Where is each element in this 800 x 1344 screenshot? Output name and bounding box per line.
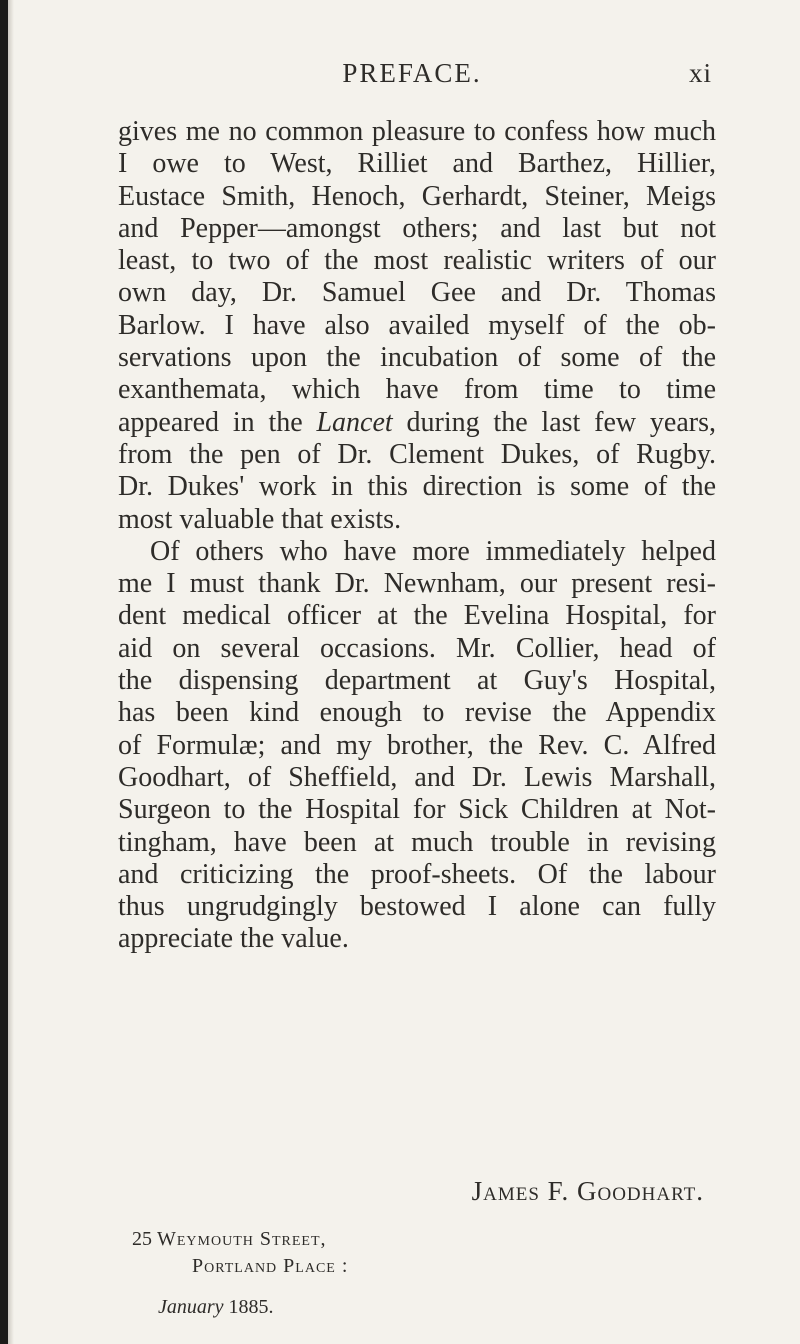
text-line: Eustace Smith, Henoch, Gerhardt, Steiner, Meigs (118, 180, 716, 212)
text-line: Goodhart, of Sheffield, and Dr. Lewis Marshall, (118, 761, 716, 793)
text-line: dent medical officer at the Evelina Hospital, for (118, 600, 716, 632)
text-line: Surgeon to the Hospital for Sick Children at Not- (118, 794, 716, 826)
text-line: appreciate the value. (118, 923, 349, 955)
text-line: aid on several occasions. Mr. Collier, head of (118, 632, 716, 664)
street-number: 25 (132, 1228, 152, 1250)
page-header (112, 58, 712, 98)
text-segment: during the last few years, (392, 406, 716, 438)
text-segment: appeared in the (118, 406, 317, 438)
text-line: has been kind enough to revise the Appendix (118, 697, 716, 729)
text-line: servations upon the incubation of some of the (118, 342, 716, 374)
page-number: xi (688, 58, 712, 88)
text-line: exanthemata, which have from time to time (118, 374, 716, 406)
text-line: and criticizing the proof-sheets. Of the labour (118, 858, 716, 890)
text-line: most valuable that exists. (118, 503, 402, 535)
address-line-place: Portland Place : (192, 1255, 349, 1277)
street-name: Weymouth Street, (157, 1228, 327, 1250)
author-address (132, 1226, 348, 1321)
preface-body (118, 116, 716, 956)
journal-title-italic: Lancet (316, 406, 393, 438)
text-line: from the pen of Dr. Clement Dukes, of Rugby. (118, 438, 716, 470)
text-line: tingham, have been at much trouble in revising (118, 826, 716, 858)
gutter-shadow (8, 0, 14, 1344)
running-head: PREFACE. (342, 58, 482, 88)
author-signature: James F. Goodhart. (471, 1176, 704, 1206)
text-line: gives me no common pleasure to confess how much (118, 116, 716, 147)
text-line: the dispensing department at Guy's Hospital, (118, 665, 716, 697)
book-gutter (0, 0, 8, 1344)
text-line: Dr. Dukes' work in this direction is some of the (118, 471, 716, 503)
text-line: least, to two of the most realistic writers of our (118, 245, 716, 277)
text-line-with-italic (118, 407, 716, 439)
date-year: 1885. (228, 1296, 274, 1318)
text-line: I owe to West, Rilliet and Barthez, Hillier, (118, 148, 716, 180)
text-line: own day, Dr. Samuel Gee and Dr. Thomas (118, 277, 716, 309)
date-month: January (158, 1296, 224, 1318)
text-line: thus ungrudgingly bestowed I alone can fully (118, 891, 716, 923)
text-line: and Pepper—amongst others; and last but not (118, 212, 716, 244)
text-line: me I must thank Dr. Newnham, our present resi- (118, 568, 716, 600)
paragraph-start-line: Of others who have more immediately helped (150, 535, 716, 567)
text-line: Barlow. I have also availed myself of the ob- (118, 309, 716, 341)
address-line-street (132, 1226, 348, 1253)
text-line: of Formulæ; and my brother, the Rev. C. Alfred (118, 729, 716, 761)
preface-date (132, 1294, 348, 1321)
